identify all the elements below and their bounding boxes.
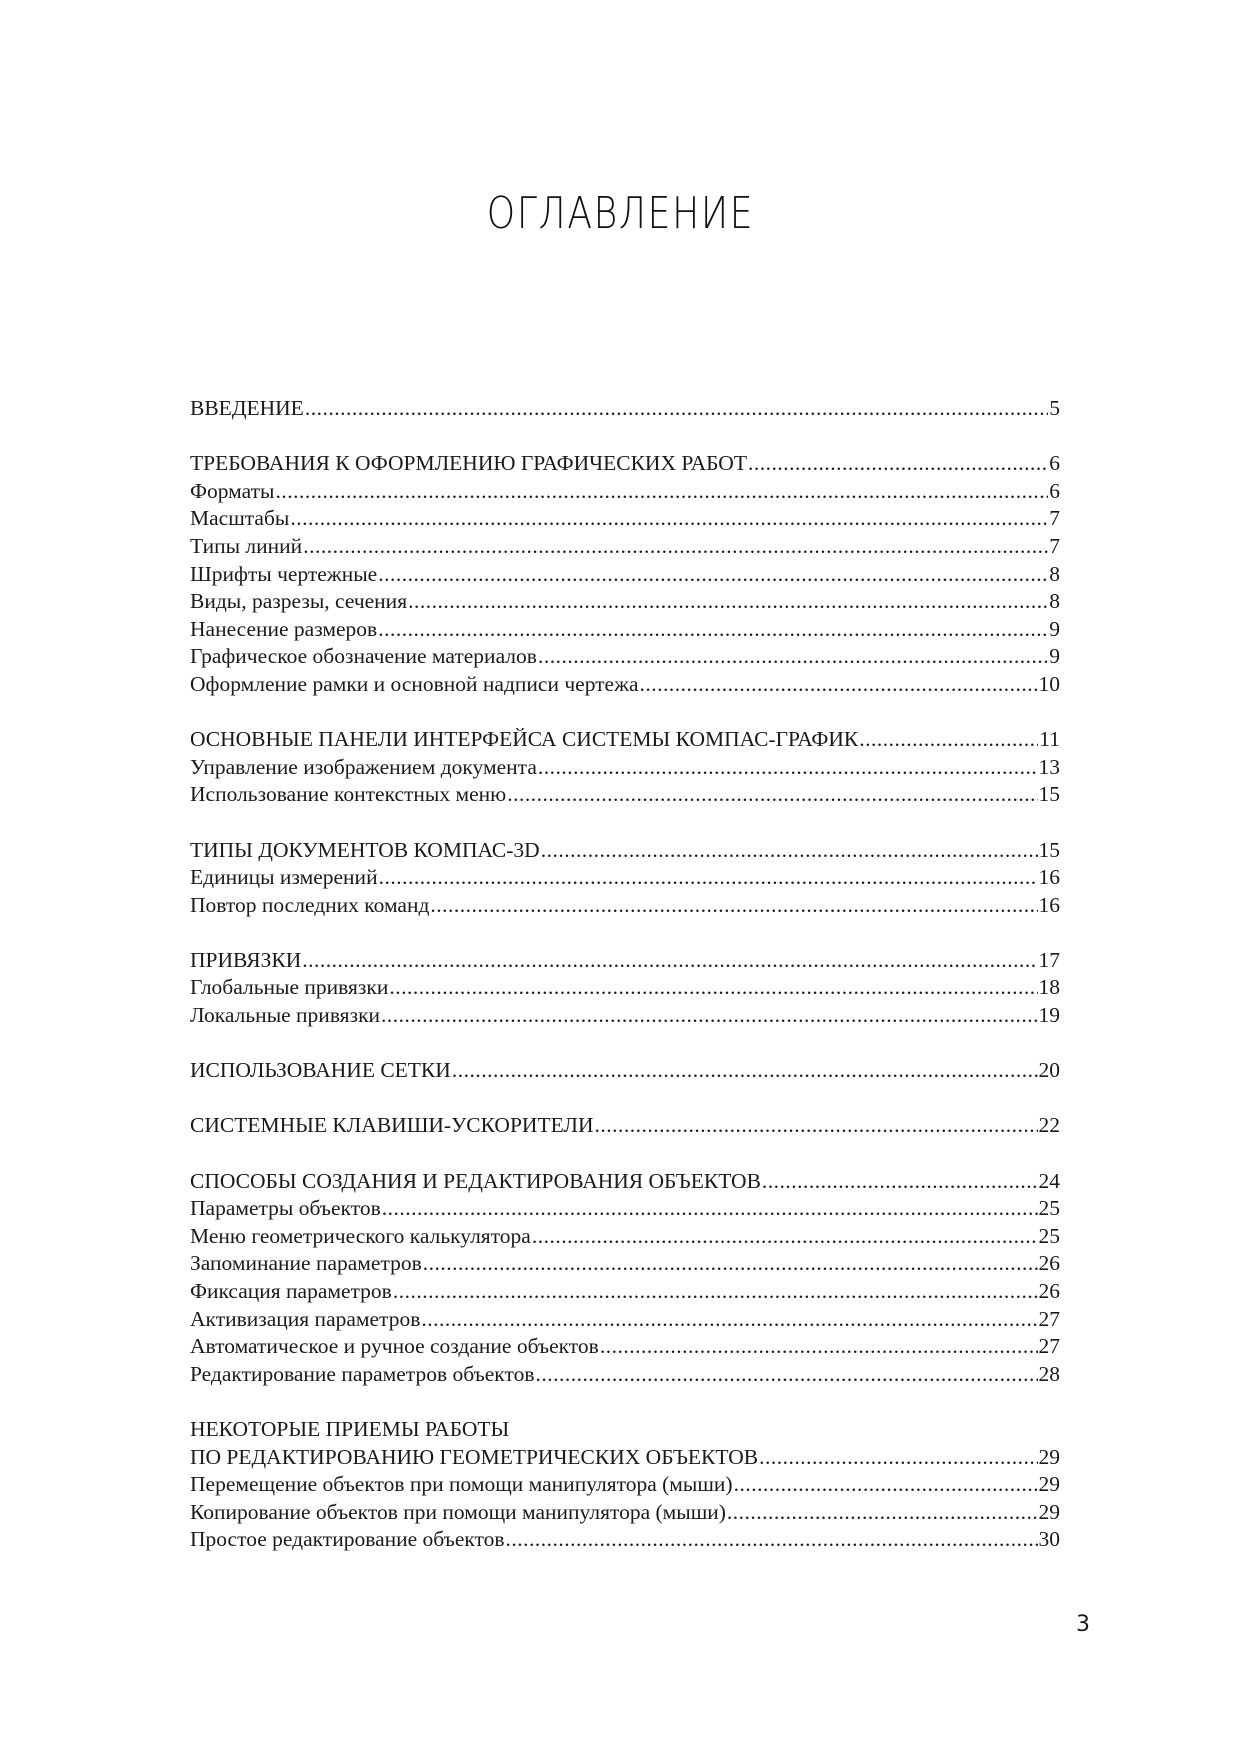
page-number: 3: [1076, 1612, 1090, 1637]
dot-leader: [762, 1168, 1038, 1196]
toc-entry[interactable]: [190, 837, 1060, 865]
toc-entry-label: Глобальные привязки: [190, 975, 389, 1000]
toc-entry[interactable]: [190, 643, 1060, 671]
toc-entry[interactable]: [190, 533, 1060, 561]
toc-entry-label: Форматы: [190, 478, 275, 503]
toc-entry-page: 7: [1049, 506, 1060, 531]
toc-entry[interactable]: [190, 478, 1060, 506]
dot-leader: [506, 1526, 1038, 1554]
toc-section: [190, 1112, 1060, 1140]
toc-entry-label: ПО РЕДАКТИРОВАНИЮ ГЕОМЕТРИЧЕСКИХ ОБЪЕКТОВ: [190, 1444, 759, 1469]
dot-leader: [382, 1195, 1038, 1223]
dot-leader: [452, 1057, 1038, 1085]
dot-leader: [275, 478, 1048, 506]
toc-entry-label: ПРИВЯЗКИ: [190, 947, 302, 972]
dot-leader: [859, 726, 1038, 754]
toc-entry-label: ИСПОЛЬЗОВАНИЕ СЕТКИ: [190, 1058, 451, 1083]
dot-leader: [303, 533, 1048, 561]
toc-section: [190, 947, 1060, 1030]
toc-section: [190, 1168, 1060, 1389]
toc-entry-label: ТИПЫ ДОКУМЕНТОВ КОМПАС-3D: [190, 837, 540, 862]
toc-entry-page: 16: [1038, 865, 1060, 890]
toc-entry-page: 24: [1038, 1168, 1060, 1193]
toc-entry-page: 10: [1038, 671, 1060, 696]
toc-entry-page: 25: [1038, 1196, 1060, 1221]
toc-entry-label: СИСТЕМНЫЕ КЛАВИШИ-УСКОРИТЕЛИ: [190, 1113, 594, 1138]
toc-entry-label: Нанесение размеров: [190, 616, 378, 641]
toc-entry[interactable]: [190, 1223, 1060, 1251]
toc-section: [190, 395, 1060, 423]
toc-entry-label: ВВЕДЕНИЕ: [190, 396, 304, 420]
toc-section: [190, 837, 1060, 920]
toc-entry-page: 25: [1038, 1223, 1060, 1248]
toc-entry-label: Меню геометрического калькулятора: [190, 1223, 531, 1248]
toc-entry-page: 28: [1038, 1361, 1060, 1386]
dot-leader: [378, 561, 1048, 589]
toc-entry-label: Фиксация параметров: [190, 1279, 392, 1303]
dot-leader: [408, 588, 1048, 616]
toc-entry-page: 29: [1038, 1499, 1060, 1524]
toc-entry-label: Использование контекстных меню: [190, 782, 507, 807]
toc-entry-page: 6: [1049, 451, 1060, 476]
dot-leader: [430, 892, 1037, 920]
toc-entry-label: Копирование объектов при помощи манипулятора (мыши): [190, 1499, 726, 1524]
toc-entry[interactable]: [190, 1195, 1060, 1223]
toc-entry-page: 16: [1038, 892, 1060, 917]
dot-leader: [538, 643, 1048, 671]
toc-entry-page: 9: [1049, 616, 1060, 641]
dot-leader: [379, 864, 1038, 892]
toc-entry-page: 29: [1038, 1444, 1060, 1469]
toc-entry-label: Запоминание параметров: [190, 1251, 422, 1276]
dot-leader: [305, 395, 1048, 423]
dot-leader: [538, 754, 1038, 782]
toc-entry-page: 26: [1038, 1279, 1060, 1303]
toc-entry-label: Автоматическое и ручное создание объектов: [190, 1334, 599, 1359]
toc-entry-page: 18: [1038, 975, 1060, 1000]
toc-entry-label: Локальные привязки: [190, 1003, 381, 1028]
dot-leader: [748, 450, 1048, 478]
toc-section: [190, 726, 1060, 809]
toc-entry[interactable]: [190, 947, 1060, 975]
dot-leader: [389, 974, 1037, 1002]
toc-entry-page: 15: [1038, 782, 1060, 807]
toc-entry[interactable]: [190, 450, 1060, 478]
toc-entry[interactable]: [190, 754, 1060, 782]
toc-entry[interactable]: [190, 1250, 1060, 1278]
toc-entry-page: 27: [1038, 1306, 1060, 1331]
toc-entry[interactable]: [190, 781, 1060, 809]
toc-entry-label: Параметры объектов: [190, 1196, 381, 1221]
toc-entry[interactable]: [190, 1499, 1060, 1527]
toc-entry[interactable]: [190, 892, 1060, 920]
toc-entry-page: 9: [1049, 644, 1060, 669]
dot-leader: [759, 1444, 1037, 1472]
toc-entry[interactable]: [190, 1168, 1060, 1196]
dot-leader: [640, 671, 1038, 699]
toc-entry-page: 15: [1038, 837, 1060, 862]
toc-section: [190, 1057, 1060, 1085]
toc-entry-page: 7: [1049, 533, 1060, 558]
dot-leader: [507, 781, 1037, 809]
dot-leader: [535, 1361, 1037, 1389]
toc-entry-label: Активизация параметров: [190, 1306, 421, 1331]
toc-entry[interactable]: [190, 395, 1060, 423]
dot-leader: [734, 1471, 1038, 1499]
table-of-contents: [190, 395, 1060, 1582]
toc-entry-page: 26: [1038, 1251, 1060, 1276]
toc-entry-page: 17: [1038, 947, 1060, 972]
toc-entry[interactable]: [190, 1526, 1060, 1554]
toc-entry-label: Графическое обозначение материалов: [190, 644, 537, 669]
toc-entry-label: Масштабы: [190, 506, 290, 531]
toc-entry[interactable]: [190, 505, 1060, 533]
toc-entry-page: 30: [1038, 1527, 1060, 1552]
toc-entry-page: 11: [1039, 727, 1060, 752]
toc-entry[interactable]: [190, 1057, 1060, 1085]
toc-entry[interactable]: [190, 726, 1060, 754]
toc-entry-label: Перемещение объектов при помощи манипулятора (мыши): [190, 1472, 733, 1497]
dot-leader: [302, 947, 1037, 975]
toc-entry[interactable]: [190, 1444, 1060, 1472]
toc-entry-page: 27: [1038, 1334, 1060, 1359]
dot-leader: [595, 1112, 1038, 1140]
toc-entry-page: 20: [1038, 1058, 1060, 1083]
toc-entry-page: 13: [1038, 754, 1060, 779]
toc-entry[interactable]: [190, 588, 1060, 616]
dot-leader: [600, 1333, 1038, 1361]
toc-entry[interactable]: [190, 561, 1060, 589]
dot-leader: [532, 1223, 1038, 1251]
toc-entry[interactable]: [190, 1333, 1060, 1361]
toc-entry-page: 8: [1049, 561, 1060, 586]
toc-entry-label: Единицы измерений: [190, 865, 378, 890]
toc-entry-label: Простое редактирование объектов: [190, 1527, 505, 1552]
toc-entry-label: Оформление рамки и основной надписи чертежа: [190, 671, 639, 696]
toc-entry[interactable]: [190, 671, 1060, 699]
dot-leader: [421, 1306, 1037, 1334]
toc-entry[interactable]: [190, 974, 1060, 1002]
page-title: ОГЛАВЛЕНИЕ: [486, 188, 755, 239]
toc-entry[interactable]: [190, 616, 1060, 644]
toc-entry-label: СПОСОБЫ СОЗДАНИЯ И РЕДАКТИРОВАНИЯ ОБЪЕКТОВ: [190, 1168, 761, 1193]
toc-entry-page: 22: [1038, 1113, 1060, 1138]
toc-entry-label: Типы линий: [190, 533, 303, 558]
toc-entry[interactable]: [190, 1002, 1060, 1030]
dot-leader: [378, 616, 1048, 644]
toc-entry[interactable]: [190, 1471, 1060, 1499]
toc-entry-page: 29: [1038, 1472, 1060, 1497]
toc-entry-label: Редактирование параметров объектов: [190, 1361, 535, 1386]
toc-entry-label: Виды, разрезы, сечения: [190, 589, 408, 614]
toc-entry-page: 6: [1049, 478, 1060, 503]
dot-leader: [423, 1250, 1038, 1278]
dot-leader: [393, 1278, 1038, 1306]
toc-entry-label: ОСНОВНЫЕ ПАНЕЛИ ИНТЕРФЕЙСА СИСТЕМЫ КОМПАС-ГРАФИК: [190, 727, 859, 752]
dot-leader: [381, 1002, 1037, 1030]
toc-entry-label: Управление изображением документа: [190, 754, 537, 779]
toc-entry-label: Шрифты чертежные: [190, 561, 378, 586]
toc-section: [190, 1416, 1060, 1554]
dot-leader: [541, 837, 1038, 865]
toc-entry[interactable]: [190, 1112, 1060, 1140]
dot-leader: [727, 1499, 1038, 1527]
toc-section-heading: НЕКОТОРЫЕ ПРИЕМЫ РАБОТЫ: [190, 1416, 510, 1441]
toc-entry[interactable]: [190, 1361, 1060, 1389]
toc-entry-label: Повтор последних команд: [190, 892, 430, 917]
toc-entry-page: 5: [1049, 396, 1060, 420]
toc-entry[interactable]: [190, 1306, 1060, 1334]
dot-leader: [290, 505, 1048, 533]
toc-entry[interactable]: [190, 864, 1060, 892]
toc-entry[interactable]: [190, 1278, 1060, 1306]
toc-entry-page: 8: [1049, 589, 1060, 614]
toc-entry-page: 19: [1038, 1003, 1060, 1028]
toc-section: [190, 450, 1060, 698]
toc-entry-label: ТРЕБОВАНИЯ К ОФОРМЛЕНИЮ ГРАФИЧЕСКИХ РАБОТ: [190, 451, 747, 476]
